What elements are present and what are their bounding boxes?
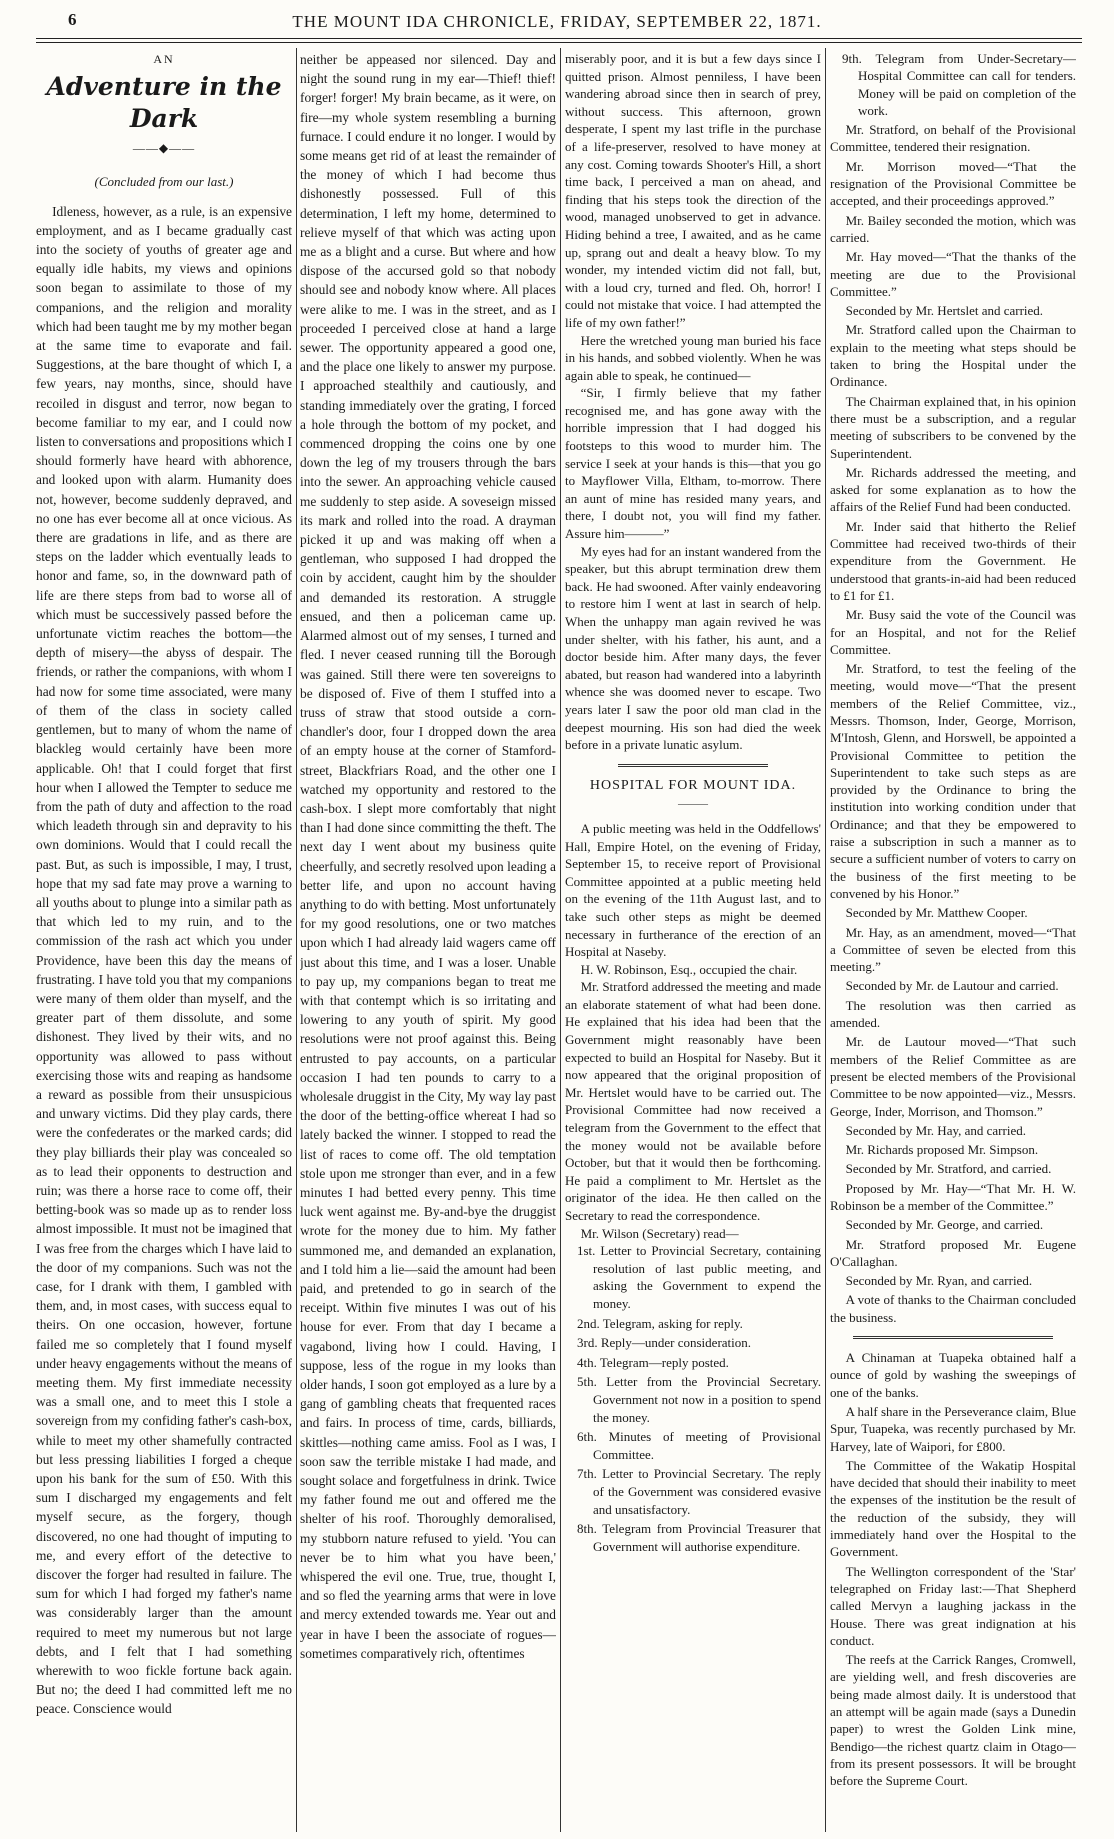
proceedings-paragraph: A vote of thanks to the Chairman concluded the business. — [830, 1292, 1076, 1325]
correspondence-item: 5th. Letter from the Provincial Secretary. Government not now in a position to spend the money. — [577, 1374, 821, 1425]
correspondence-item: 1st. Letter to Provincial Secretary, containing resolution of last public meeting, and asking the Government to expend the money. — [577, 1243, 821, 1311]
proceedings-paragraph: Mr. Richards proposed Mr. Simpson. — [845, 1142, 1039, 1158]
masthead: THE MOUNT IDA CHRONICLE, FRIDAY, SEPTEMBER 22, 1871. — [292, 12, 822, 31]
header-rule — [36, 38, 1082, 39]
proceedings-paragraph: Mr. Hay moved—“That the thanks of the meeting are due to the Provisional Committee.” — [830, 249, 1076, 299]
column-4 — [830, 50, 1076, 1835]
story-pre-title: AN — [153, 52, 175, 66]
story-title: Adventure in the Dark — [46, 72, 282, 134]
proceedings-paragraph: Mr. Inder said that hitherto the Relief Committee had received two-thirds of their expenditure from the Government. He understood that grants-in-aid had been reduced to £1 for £1. — [830, 518, 1076, 603]
correspondence-item: 7th. Letter to Provincial Secretary. The reply of the Government was considered evasive and unsatisfactory. — [577, 1466, 821, 1517]
proceedings-paragraph: Proposed by Mr. Hay—“That Mr. H. W. Robinson be a member of the Committee.” — [830, 1180, 1076, 1213]
proceedings-paragraph: Mr. Stratford called upon the Chairman to explain to the meeting what steps should be taken to bring the Hospital under the Ordinance. — [830, 322, 1076, 390]
correspondence-item: 9th. Telegram from Under-Secretary—Hospital Committee can call for tenders. Money will be paid on completion of the work. — [842, 51, 1076, 118]
hospital-paragraph: A public meeting was held in the Oddfellows' Hall, Empire Hotel, on the evening of Friday, September 15, to receive report of Provisional Committee appointed at a public meeting held on the evening of the 11th August last, and to take such other steps as might be deemed necessary in furtherance of the erection of an Hospital at Naseby. — [565, 820, 821, 960]
proceedings-paragraph: Mr. Stratford proposed Mr. Eugene O'Callaghan. — [830, 1236, 1076, 1269]
hospital-heading: HOSPITAL FOR MOUNT IDA. — [589, 777, 797, 793]
proceedings-paragraph: Mr. Bailey seconded the motion, which was carried. — [830, 212, 1076, 245]
proceedings-paragraph: Mr. Busy said the vote of the Council was for an Hospital, and not for the Relief Committee. — [830, 607, 1076, 657]
proceedings-paragraph: Seconded by Mr. de Lautour and carried. — [845, 978, 1059, 994]
proceedings-paragraph: Mr. Stratford, to test the feeling of the meeting, would move—“That the present members of the Relief Committee, viz., Messrs. Thomson, Inder, George, Morrison, M'Intosh, Glenn, and Horswell, be appointed a Provisional Committee to petition the Superintendent to take such steps as are provided by the Ordinance to bring the institution into working condition under that Ordinance; and that they be empowered to raise a subscription in such a manner as to secure a sufficient number of voters to carry on the business of the first meeting to be convened by his Honor.” — [830, 661, 1076, 901]
proceedings-paragraph: The Chairman explained that, in his opinion there must be a subscription, and a regular meeting of subscribers to be convened by the Superintendent. — [830, 393, 1076, 461]
ornament-divider: ——◆—— — [132, 141, 196, 156]
hospital-paragraph: H. W. Robinson, Esq., occupied the chair. — [580, 961, 798, 977]
story-paragraph: miserably poor, and it is but a few days since I quitted prison. Almost penniless, I have been wandering abroad since then in search of prey, without success. This afternoon, grown desperate, I spent my last trifle in the purchase of a life-preserver, resolved to have money at any cost. Coming towards Shooter's Hill, a short time back, I perceived a man on ahead, and finding that his steps took the direction of the wood, managed unobserved to get in advance. Hiding behind a tree, I awaited, and as he came up, sprang out and dealt a heavy blow. To my wonder, my intended victim did not fall, but, with a loud cry, turned and fled. Oh, horror! I could not mistake that voice. I had attempted the life of my own father!” — [565, 51, 821, 330]
correspondence-item: 2nd. Telegram, asking for reply. — [577, 1315, 743, 1331]
section-separator — [853, 1336, 1053, 1339]
column-divider — [296, 48, 297, 1832]
hospital-paragraph: Mr. Wilson (Secretary) read— — [580, 1225, 739, 1241]
proceedings-paragraph: Seconded by Mr. George, and carried. — [845, 1217, 1044, 1233]
news-note: The Wellington correspondent of the 'Star' telegraphed on Friday last:—That Shepherd called Mervyn a laughing jackass in the House. There was great indignation at his conduct. — [830, 1563, 1076, 1648]
section-separator — [618, 764, 768, 767]
page-number: 6 — [68, 10, 77, 29]
column-2 — [300, 50, 556, 1835]
news-note: A Chinaman at Tuapeka obtained half a ounce of gold by washing the sweepings of one of the banks. — [830, 1350, 1076, 1400]
proceedings-paragraph: The resolution was then carried as amended. — [830, 997, 1076, 1031]
correspondence-item: 8th. Telegram from Provincial Treasurer that Government will authorise expenditure. — [577, 1521, 821, 1554]
proceedings-paragraph: Mr. Hay, as an amendment, moved—“That a Committee of seven be elected from this meeting.” — [830, 924, 1076, 975]
story-paragraph: Here the wretched young man buried his face in his hands, and sobbed violently. When he was again able to speak, he continued— — [565, 332, 821, 383]
story-paragraph: My eyes had for an instant wandered from the speaker, but this abrupt termination drew them back. He had swooned. After vainly endeavoring to restore him I went at last in search of help. When the unhappy man again revived he was under shelter, with his father, his aunt, and a doctor beside him. After many days, the fever abated, but reason had wandered into a labyrinth whence she was doomed never to escape. Two years later I saw the poor old man clad in the deepest mourning. His son had died the week before in a private lunatic asylum. — [565, 543, 821, 753]
proceedings-paragraph: Mr. Morrison moved—“That the resignation of the Provisional Committee be accepted, and their proceedings approved.” — [830, 158, 1076, 209]
proceedings-paragraph: Seconded by Mr. Matthew Cooper. — [845, 905, 1028, 921]
column-divider — [825, 48, 826, 1832]
story-paragraph: neither be appeased nor silenced. Day and night the sound rung in my ear—Thief! thief! forger! forger! My brain became, as it were, on fire—my whole system resembling a burning furnace. I could endure it no longer. I would by some means get rid of at least the remainder of the money of which I had become thus dishonestly possessed. Full of this determination, I left my home, determined to relieve myself of that which was acting upon me as a blight and a curse. But where and how dispose of the accursed gold so that nobody should see and nobody know where. All places were alike to me. I was in the street, and as I proceeded I perceived close at hand a large sewer. The opportunity appeared a good one, and the place one likely to answer my purpose. I approached stealthily and cautiously, and standing immediately over the grating, I forced a hole through the bottom of my pocket, and commenced dropping the coins one by one down the leg of my trousers through the bars into the sewer. An approaching vehicle caused me suddenly to step aside. A soveseign missed its mark and rolled into the road. A drayman picked it up and was making off when a gentleman, who supposed I had dropped the coin by accident, caught him by the shoulder and demanded its restoration. A struggle ensued, and then a policeman came up. Alarmed almost out of my senses, I turned and fled. I never ceased running till the Borough was gained. Still there were ten sovereigns to be disposed of. Five of them I stuffed into a truss of straw that stood outside a corn-chandler's door, four I dropped down the area of an empty house at the corner of Stamford-street, Blackfriars Road, and the other one I watched my opportunity and restored to the cash-box. I slept more comfortably that night than I had done since committing the theft. The next day I went about my business quite cheerfully, and secretly resolved upon leading a better life, and upon no account having anything to do with betting. Most unfortunately for my good resolutions, one or two matches upon which I had already laid wagers came off just about this time, and I was a loser. Unable to pay up, my companions began to treat me with that contempt which is so irritating and lowering to any youth of spirit. My good resolutions were not proof against this. Being entrusted to pay accounts, on a particular occasion I had ten pounds to carry to a wholesale druggist in the City, My way lay past the door of the betting-office whereat I had so lately backed the winner. I stopped to read the list of races to come off. The old temptation stole upon me stronger than ever, and in a few minutes I had betted every penny. This time luck went against me. By-and-bye the druggist wrote for the money due to him. My father summoned me, and demanded an explanation, and I told him a lie—said the amount had been paid, and pretended to go in search of the receipt. Within five minutes I was out of his house for ever. From that day I became a vagabond, living how I could. Having, I suppose, less of the rogue in my looks than older hands, I soon got employed as a lure by a gang of gambling cheats that frequented races and fairs. In process of time, cards, billiards, skittles—nothing came amiss. Fool as I was, I soon saw the terrible mistake I had made, and sought solace and forgetfulness in drink. Twice my father found me out and offered me the shelter of his roof. Thoroughly demoralised, my stubborn nature refused to yield. 'You can never be to him what you have been,' whispered the evil one. True, true, thought I, and so fled the yearning arms that were in love and mercy extended towards me. Year out and year in have I been the associate of rogues—sometimes comparatively rich, oftentimes — [300, 52, 556, 1661]
proceedings-paragraph: Mr. Stratford, on behalf of the Provisional Committee, tendered their resignation. — [830, 122, 1076, 155]
header-rule-2 — [36, 42, 1082, 43]
proceedings-paragraph: Seconded by Mr. Stratford, and carried. — [845, 1161, 1052, 1177]
story-subtitle: (Concluded from our last.) — [94, 174, 234, 190]
correspondence-item: 3rd. Reply—under consideration. — [577, 1335, 752, 1351]
proceedings-paragraph: Seconded by Mr. Hay, and carried. — [845, 1122, 1026, 1138]
column-1 — [36, 50, 292, 1835]
column-3 — [565, 50, 821, 1835]
correspondence-item: 4th. Telegram—reply posted. — [577, 1354, 729, 1370]
heading-dash: ——— — [678, 799, 708, 811]
news-note: The reefs at the Carrick Ranges, Cromwell, are yielding well, and fresh discoveries are being made almost daily. It is understood that an attempt will be again made (says a Dunedin paper) to wrest the Golden Link mine, Bendigo—the richest quartz claim in Otago—from its present possessors. It will be brought before the Supreme Court. — [830, 1652, 1076, 1789]
news-note: The Committee of the Wakatip Hospital have decided that should their inability to meet the expenses of the institution be the result of the reduction of the subsidy, they will immediately hand over the Hospital to the Government. — [830, 1457, 1076, 1560]
proceedings-paragraph: Mr. Richards addressed the meeting, and asked for some explanation as to how the affairs of the Relief Fund had been conducted. — [830, 464, 1076, 515]
column-divider — [560, 48, 561, 1832]
hospital-paragraph: Mr. Stratford addressed the meeting and made an elaborate statement of what had been done. He explained that his idea had been that the Government might reasonably have been expected to build an Hospital for Naseby. But it now appeared that the original proposition of Mr. Hertslet would have to be carried out. The Provisional Committee had now received a telegram from the Government to the effect that the money would not be available before October, but that it would then be forthcoming. He paid a compliment to Mr. Hertslet as the originator of the idea. He then called on the Secretary to read the correspondence. — [565, 979, 821, 1223]
proceedings-paragraph: Seconded by Mr. Hertslet and carried. — [845, 303, 1044, 319]
proceedings-paragraph: Mr. de Lautour moved—“That such members of the Relief Committee as are present be elected members of the Provisional Committee to be now appointed—viz., Messrs. George, Inder, Morrison, and Thomson.” — [830, 1034, 1076, 1119]
proceedings-paragraph: Seconded by Mr. Ryan, and carried. — [845, 1273, 1033, 1289]
page-header — [36, 6, 1078, 32]
news-note: A half share in the Perseverance claim, Blue Spur, Tuapeka, was recently purchased by Mr. Harvey, late of Waipori, for £800. — [830, 1403, 1076, 1454]
story-paragraph: Idleness, however, as a rule, is an expensive employment, and as I became gradually cast into the society of youths of greater age and equally idle habits, my views and opinions soon began to assimilate to those of my companions, and the religion and morality which had been taught me by my mother began at the same time to evaporate and fail. Suggestions, at the bare thought of which I, a few years, nay months, since, should have recoiled in disgust and terror, now began to become familiar to my ear, and I could now listen to conversations and propositions which I should formerly have heard with abhorence, and looked upon with alarm. Humanity does not, however, become suddenly depraved, and no one has ever become all at once vicious. As there are gradations in life, and as there are steps on the ladder which eventually leads to honor and fame, so, in the downward path of life are there steps from bad to worse all of which must be successively passed before the unfortunate victim reaches the bottom—the depth of misery—the abyss of despair. The friends, or rather the companions, with whom I had now for some time associated, were many of them of the class in society called gentlemen, but to many of whom the name of blackleg would certainly have been more applicable. Oh! that I could forget that first hour when I allowed the Tempter to seduce me from the path of duty and affection to the road which leadeth through sin and depravity to his own dominions. Would that I could recall the past. But, as such is impossible, I may, I trust, hope that my sad fate may prove a warning to all youths about to plunge into a similar path as that which led to my ruin, and to the commission of the rash act which you under Providence, have been this day the means of frustrating. I have told you that my companions were many of them older than myself, and the greater part of them dissolute, and some dishonest. They lived by their wits, and no opportunity was allowed to pass without exercising those wits and reaping as handsome a reward as possible from their unsuspicious and unwary victims. Did they play cards, there were the confederates or the marked cards; did they play billiards their play was concealed so as to lead their opponents to destruction and ruin; was there a horse race to come off, their betting-book was so made up as to render loss almost impossible. It must not be imagined that I was free from the charges which I have laid to the door of my companions. Such was not the case, for I drank with them, I gambled with them, and, in most cases, with success equal to theirs. On one occasion, however, fortune failed me so completely that I found myself under heavy engagements without the means of meeting them. My first immediate necessity was a small one, and to meet this I stole a sovereign from my confiding father's cash-box, while to meet my other shamefully contracted but less pressing liabilities I forged a cheque upon his bank for the sum of £50. With this sum I discharged my engagements and felt myself secure, as the forgery, though discovered, no one had thought of imputing to me, and every effort of the detective to discover the forger had resulted in failure. The sum for which I had forged my father's name was considerably larger than the amount required to meet my numerous but not large debts, and I felt that I had something wherewith to woo fickle fortune back again. But no; the deed I had committed left me no peace. Conscience would — [36, 203, 292, 1717]
story-paragraph: “Sir, I firmly believe that my father recognised me, and has gone away with the horrible impression that I had dogged his footsteps to this wood to murder him. The service I seek at your hands is this—that you go to Mayflower Villa, Eltham, to-morrow. There an aunt of mine has resided many years, and there, I doubt not, you will find my father. Assure him———” — [565, 385, 821, 542]
correspondence-item: 6th. Minutes of meeting of Provisional Committee. — [577, 1429, 821, 1462]
